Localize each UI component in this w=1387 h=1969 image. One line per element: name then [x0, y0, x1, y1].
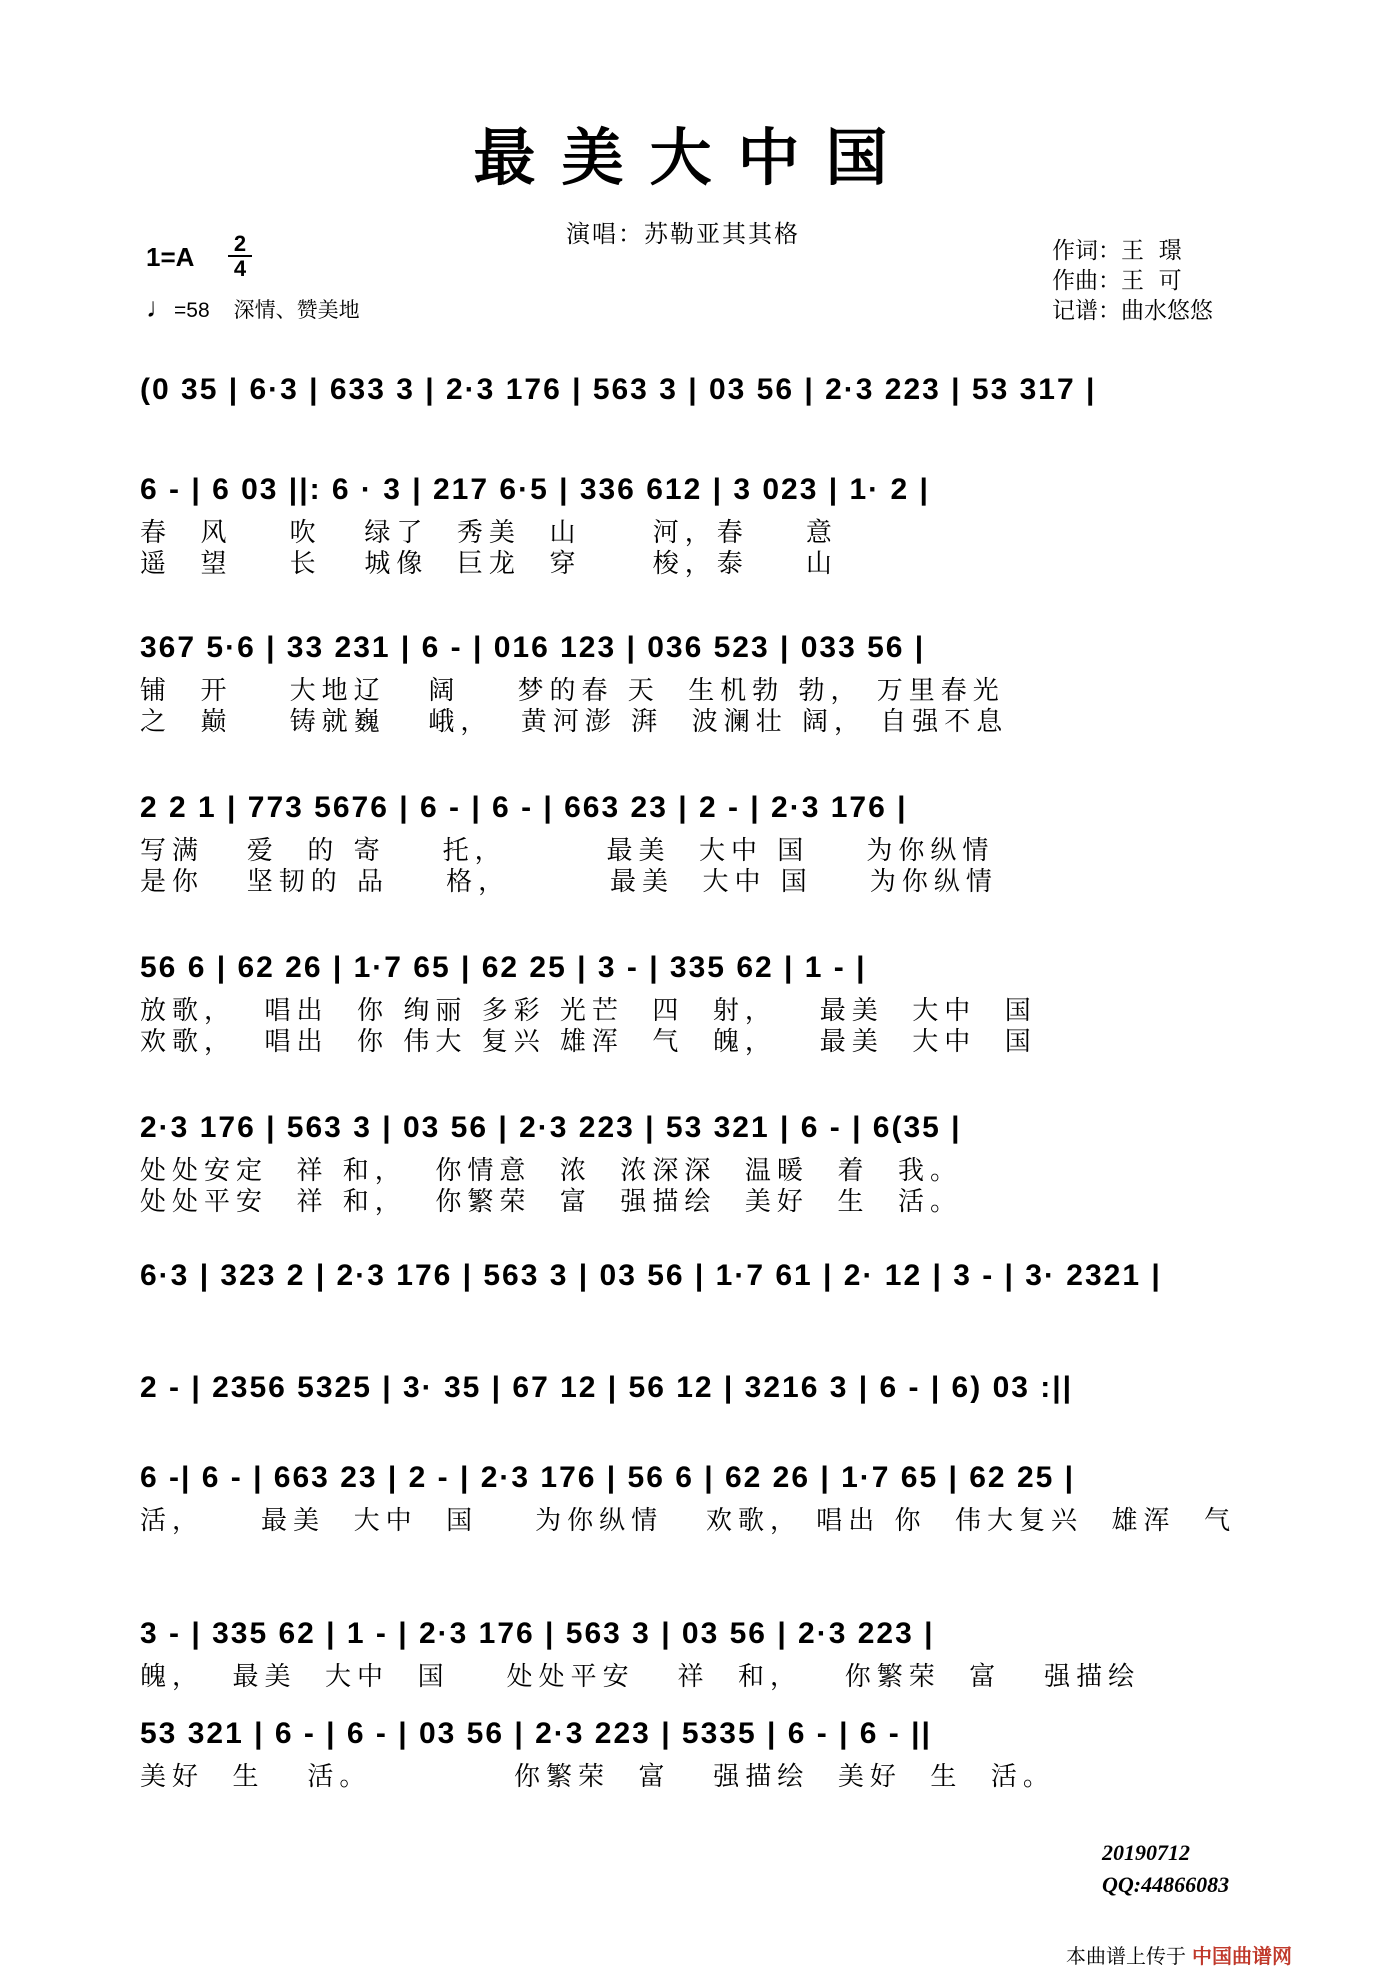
notation-line: 6 -| 6 - | 663 23 | 2 - | 2·3 176 | 56 6 | 62 26 | 1·7 65 | 62 25 | — [140, 1461, 1076, 1494]
score-system — [140, 1100, 1240, 1218]
tempo-marking — [146, 292, 360, 324]
notation-line: 56 6 | 62 26 | 1·7 65 | 62 25 | 3 - | 335 62 | 1 - | — [140, 951, 867, 984]
lyricist-credit: 作词：王 璟 — [1052, 238, 1182, 264]
lyric-line: 处处安定 祥 和， 你情意 浓 浓深深 温暖 着 我。 — [140, 1156, 962, 1186]
score-system — [140, 620, 1240, 738]
score-system — [140, 780, 1240, 898]
quarter-note-icon: ♩ — [146, 292, 174, 323]
time-signature — [228, 232, 252, 280]
score-system — [140, 362, 1240, 418]
notation-line: 2·3 176 | 563 3 | 03 56 | 2·3 223 | 53 321 | 6 - | 6(35 | — [140, 1111, 962, 1144]
notation-line: 367 5·6 | 33 231 | 6 - | 016 123 | 036 523 | 033 56 | — [140, 631, 926, 664]
lyric-line: 欢歌， 唱出 你 伟大 复兴 雄浑 气 魄， 最美 大中 国 — [140, 1027, 1037, 1057]
score-system — [140, 1706, 1240, 1793]
lyric-line: 魄， 最美 大中 国 处处平安 祥 和， 你繁荣 富 强描绘 — [140, 1662, 1141, 1692]
score-system — [140, 462, 1240, 580]
notation-line: 3 - | 335 62 | 1 - | 2·3 176 | 563 3 | 03 56 | 2·3 223 | — [140, 1617, 935, 1650]
score-system — [140, 940, 1240, 1058]
tempo-mood: 深情、赞美地 — [233, 298, 360, 322]
score-system — [140, 1248, 1240, 1304]
notation-line: 2 - | 2356 5325 | 3· 35 | 67 12 | 56 12 | 3216 3 | 6 - | 6) 03 :|| — [140, 1371, 1074, 1404]
lyric-line: 遥 望 长 城像 巨龙 穿 梭，泰 山 — [140, 549, 838, 579]
time-signature-top: 2 — [233, 231, 247, 256]
notation-line: 6 - | 6 03 ||: 6 · 3 | 217 6·5 | 336 612 | 3 023 | 1· 2 | — [140, 473, 930, 506]
notation-line: (0 35 | 6·3 | 633 3 | 2·3 176 | 563 3 | 03 56 | 2·3 223 | 53 317 | — [140, 373, 1097, 406]
key-signature: 1=A — [146, 242, 195, 272]
upload-text: 本曲谱上传于 — [1066, 1944, 1186, 1968]
lyric-line: 写满 爱 的 寄 托， 最美 大中 国 为你纵情 — [140, 836, 995, 866]
score-system — [140, 1606, 1240, 1693]
lyric-line: 处处平安 祥 和， 你繁荣 富 强描绘 美好 生 活。 — [140, 1187, 962, 1217]
notation-line: 2 2 1 | 773 5676 | 6 - | 6 - | 663 23 | 2 - | 2·3 176 | — [140, 791, 908, 824]
composer-credit: 作曲：王 可 — [1052, 268, 1182, 294]
site-logo: 中国曲谱网 — [1192, 1944, 1292, 1968]
credits-block — [1052, 236, 1213, 326]
notation-line: 53 321 | 6 - | 6 - | 03 56 | 2·3 223 | 5335 | 6 - | 6 - || — [140, 1717, 932, 1750]
singer-credit: 演唱：苏勒亚其其格 — [566, 220, 800, 248]
tempo-bpm: =58 — [174, 299, 210, 322]
transcriber-credit: 记谱：曲水悠悠 — [1052, 298, 1213, 324]
notation-line: 6·3 | 323 2 | 2·3 176 | 563 3 | 03 56 | 1·7 61 | 2· 12 | 3 - | 3· 2321 | — [140, 1259, 1162, 1292]
lyric-line: 铺 开 大地辽 阔 梦的春 天 生机勃 勃， 万里春光 — [140, 676, 1005, 706]
lyric-line: 美好 生 活。 你繁荣 富 强描绘 美好 生 活。 — [140, 1762, 1055, 1792]
score-system — [140, 1450, 1240, 1537]
lyric-line: 之 巅 铸就巍 峨， 黄河澎 湃 波澜壮 阔， 自强不息 — [140, 707, 1009, 737]
song-title: 最美大中国 — [473, 121, 914, 194]
time-signature-bottom: 4 — [228, 255, 252, 280]
footer-date: 20190712 — [1102, 1840, 1190, 1865]
lyric-line: 是你 坚韧的 品 格， 最美 大中 国 为你纵情 — [140, 867, 998, 897]
lyric-line: 春 风 吹 绿了 秀美 山 河，春 意 — [140, 518, 838, 548]
footer-qq: QQ:44866083 — [1102, 1872, 1230, 1897]
score-system — [140, 1360, 1240, 1416]
lyric-line: 活， 最美 大中 国 为你纵情 欢歌， 唱出 你 伟大复兴 雄浑 气 — [140, 1506, 1237, 1536]
upload-note — [1066, 1940, 1292, 1969]
lyric-line: 放歌， 唱出 你 绚丽 多彩 光芒 四 射， 最美 大中 国 — [140, 996, 1037, 1026]
